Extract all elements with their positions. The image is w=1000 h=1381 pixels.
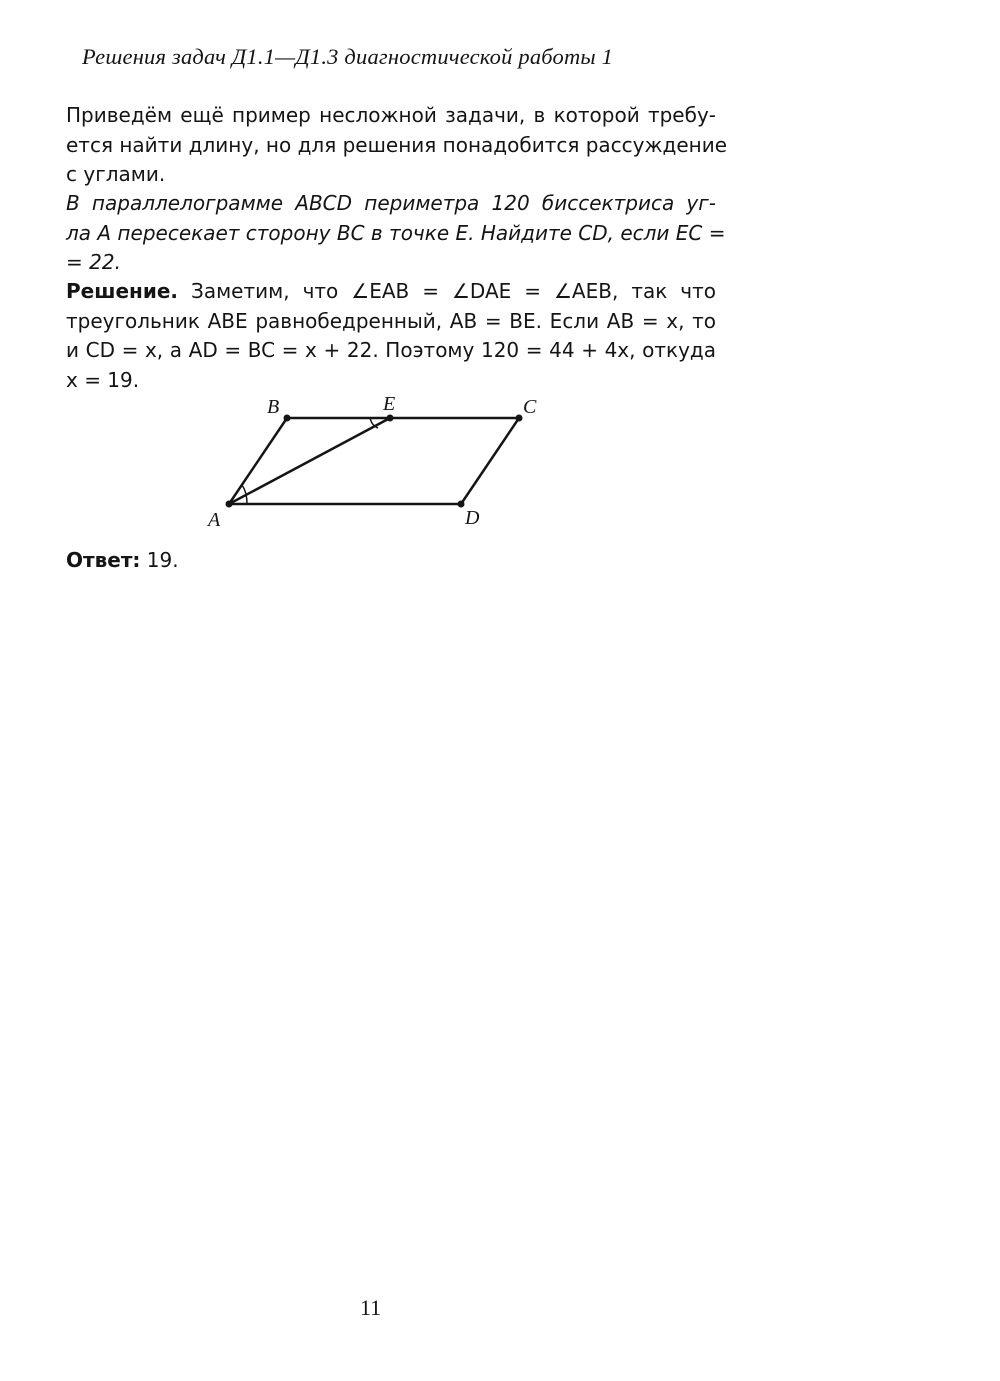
bisector-ae — [229, 418, 390, 504]
answer-label: Ответ: — [66, 548, 141, 572]
label-e: E — [383, 393, 396, 415]
label-b: B — [267, 396, 280, 418]
problem-line-2: ла A пересекает сторону BC в точке E. Найдите CD, если EC = — [66, 220, 726, 245]
solution-line-1 — [66, 277, 716, 307]
angle-arc-e — [370, 418, 378, 428]
solution-line-1-text: Заметим, что ∠EAB = ∠DAE = ∠AEB, так что — [178, 279, 716, 303]
label-c: C — [523, 396, 537, 418]
problem-statement — [66, 189, 726, 278]
solution-label: Решение. — [66, 279, 179, 303]
answer-value: 19. — [140, 548, 179, 572]
intro-line-2: ется найти длину, но для решения понадобится рассуждение — [66, 132, 728, 157]
point-b — [284, 415, 291, 422]
label-d: D — [465, 507, 480, 529]
point-e — [387, 415, 394, 422]
parallelogram-abcd — [229, 418, 519, 504]
solution-line-3: и CD = x, а AD = BC = x + 22. Поэтому 120 = 44 + 4x, откуда — [66, 338, 716, 362]
intro-line-1: Приведём ещё пример несложной задачи, в которой требу- — [66, 103, 716, 127]
point-d — [458, 501, 465, 508]
solution-line-4: x = 19. — [66, 367, 140, 392]
point-a — [226, 501, 233, 508]
solution-paragraph — [66, 277, 716, 395]
solution-line-2: треугольник ABE равнобедренный, AB = BE. Если AB = x, то — [66, 308, 716, 333]
intro-paragraph — [66, 101, 728, 190]
point-c — [516, 415, 523, 422]
answer — [66, 548, 179, 572]
page-number: 11 — [360, 1295, 382, 1320]
parallelogram-figure — [200, 388, 560, 533]
intro-line-3: с углами. — [66, 162, 166, 186]
problem-line-3: = 22. — [66, 250, 121, 274]
label-a: A — [208, 509, 221, 531]
problem-line-1: В параллелограмме ABCD периметра 120 биссектриса уг- — [66, 191, 716, 215]
parallelogram-diagram — [200, 388, 560, 533]
running-header: Решения задач Д1.1—Д1.3 диагностической работы 1 — [82, 44, 614, 69]
